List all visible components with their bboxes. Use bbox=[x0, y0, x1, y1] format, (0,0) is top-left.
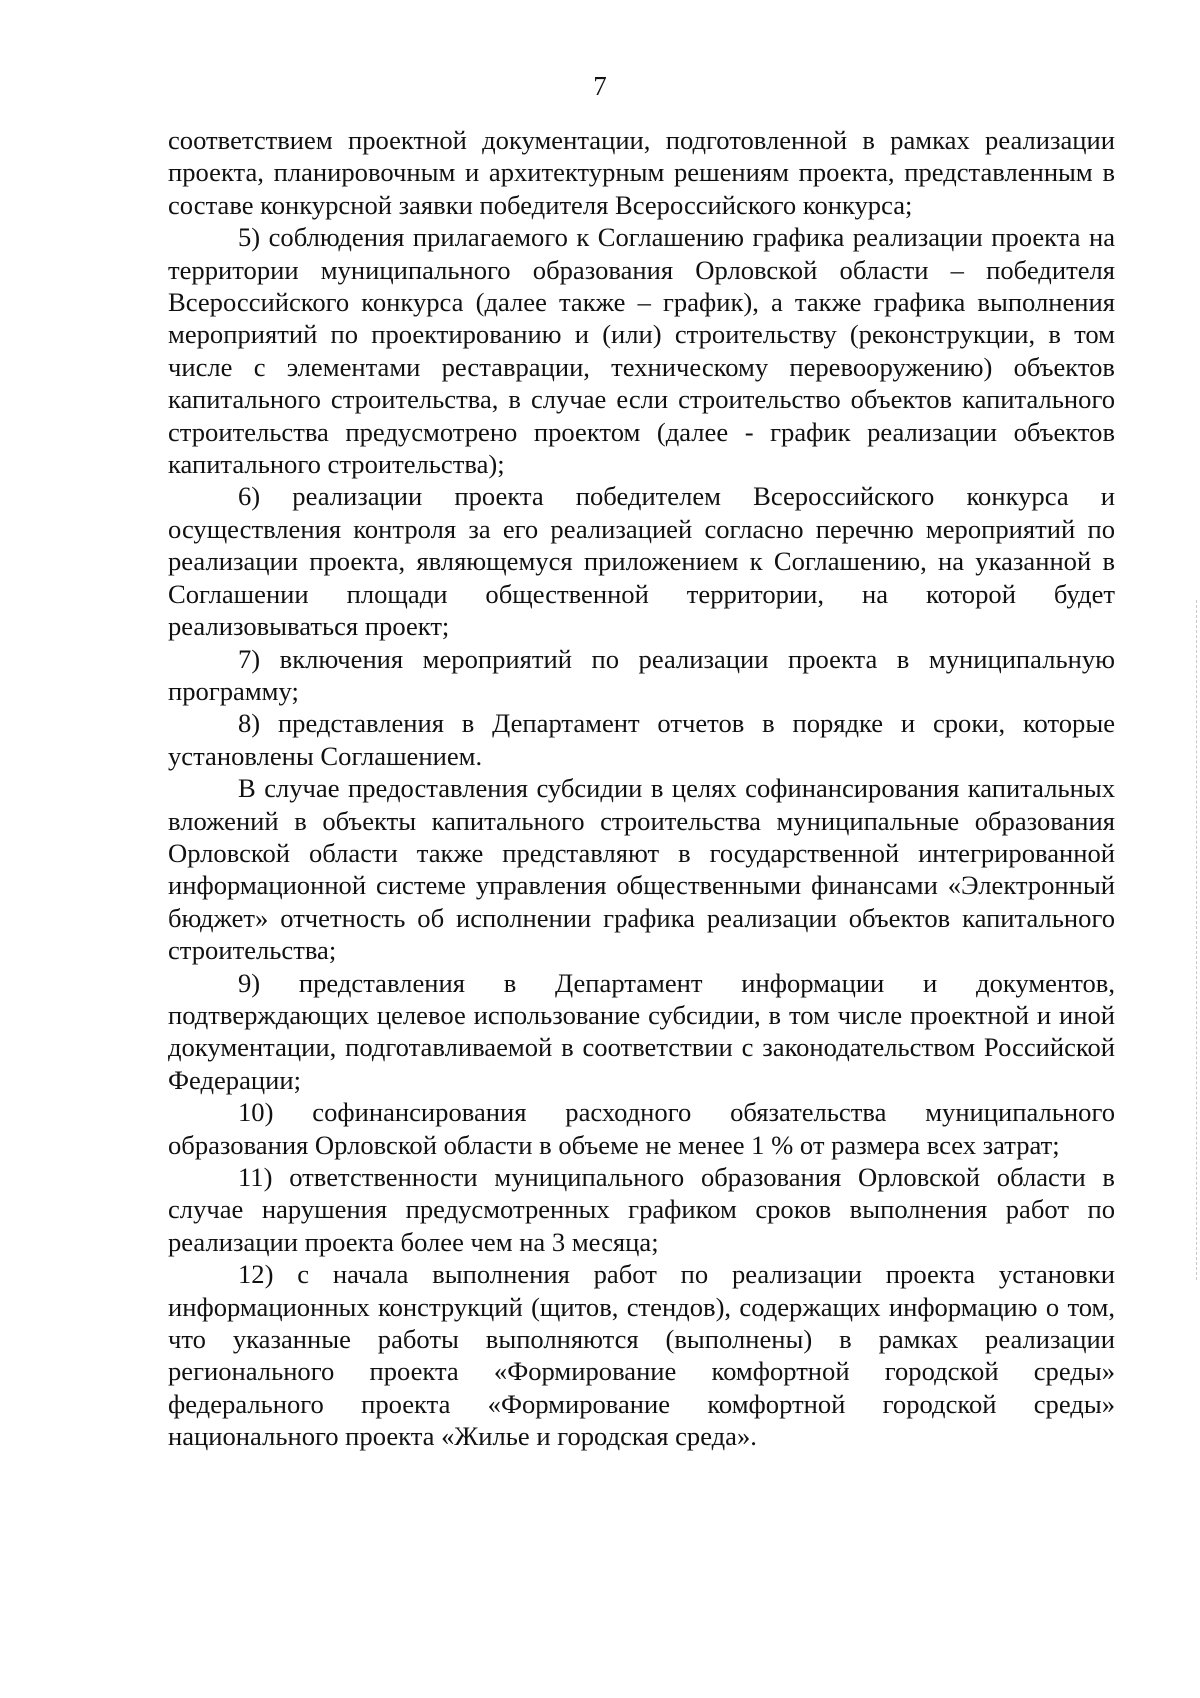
paragraph-item-5: 5) соблюдения прилагаемого к Соглашению графика реализации проекта на территории муниципального образования Орловской области – победителя Всероссийского конкурса (далее также – график), а также графика выполнения мероприятий по проектированию и (или) строительству (реконструкции, в том числе с элементами реставрации, техническому перевооружению) объектов капитального строительства, в случае если строительство объектов капитального строительства предусмотрено проектом (далее - график реализации объектов капитального строительства); bbox=[168, 222, 1115, 480]
paragraph-capital-investment: В случае предоставления субсидии в целях софинансирования капитальных вложений в объекты капитального строительства муниципальные образования Орловской области также представляют в государственной интегрированной информационной системе управления общественными финансами «Электронный бюджет» отчетность об исполнении графика реализации объектов капитального строительства; bbox=[168, 773, 1115, 966]
document-body bbox=[168, 124, 1115, 1453]
paragraph-item-9: 9) представления в Департамент информации и документов, подтверждающих целевое использование субсидии, в том числе проектной и иной документации, подготавливаемой в соответствии с законодательством Российской Федерации; bbox=[168, 967, 1115, 1095]
paragraph-continuation: соответствием проектной документации, подготовленной в рамках реализации проекта, планировочным и архитектурным решениям проекта, представленным в составе конкурсной заявки победителя Всероссийского конкурса; bbox=[168, 125, 1115, 220]
paragraph-item-12: 12) с начала выполнения работ по реализации проекта установки информационных конструкций (щитов, стендов), содержащих информацию о том, что указанные работы выполняются (выполнены) в рамках реализации регионального проекта «Формирование комфортной городской среды» федерального проекта «Формирование комфортной городской среды» национального проекта «Жилье и городская среда». bbox=[168, 1259, 1115, 1452]
page-number: 7 bbox=[593, 71, 607, 101]
paragraph-item-10: 10) софинансирования расходного обязательства муниципального образования Орловской области в объеме не менее 1 % от размера всех затрат; bbox=[168, 1097, 1115, 1160]
scan-edge-line bbox=[1196, 600, 1200, 1280]
paragraph-item-6: 6) реализации проекта победителем Всероссийского конкурса и осуществления контроля за его реализацией согласно перечню мероприятий по реализации проекта, являющемуся приложением к Соглашению, на указанной в Соглашении площади общественной территории, на которой будет реализовываться проект; bbox=[168, 481, 1115, 642]
paragraph-item-7: 7) включения мероприятий по реализации проекта в муниципальную программу; bbox=[168, 643, 1115, 706]
paragraph-item-8: 8) представления в Департамент отчетов в порядке и сроки, которые установлены Соглашением. bbox=[168, 708, 1115, 771]
paragraph-item-11: 11) ответственности муниципального образования Орловской области в случае нарушения предусмотренных графиком сроков выполнения работ по реализации проекта более чем на 3 месяца; bbox=[168, 1162, 1115, 1257]
